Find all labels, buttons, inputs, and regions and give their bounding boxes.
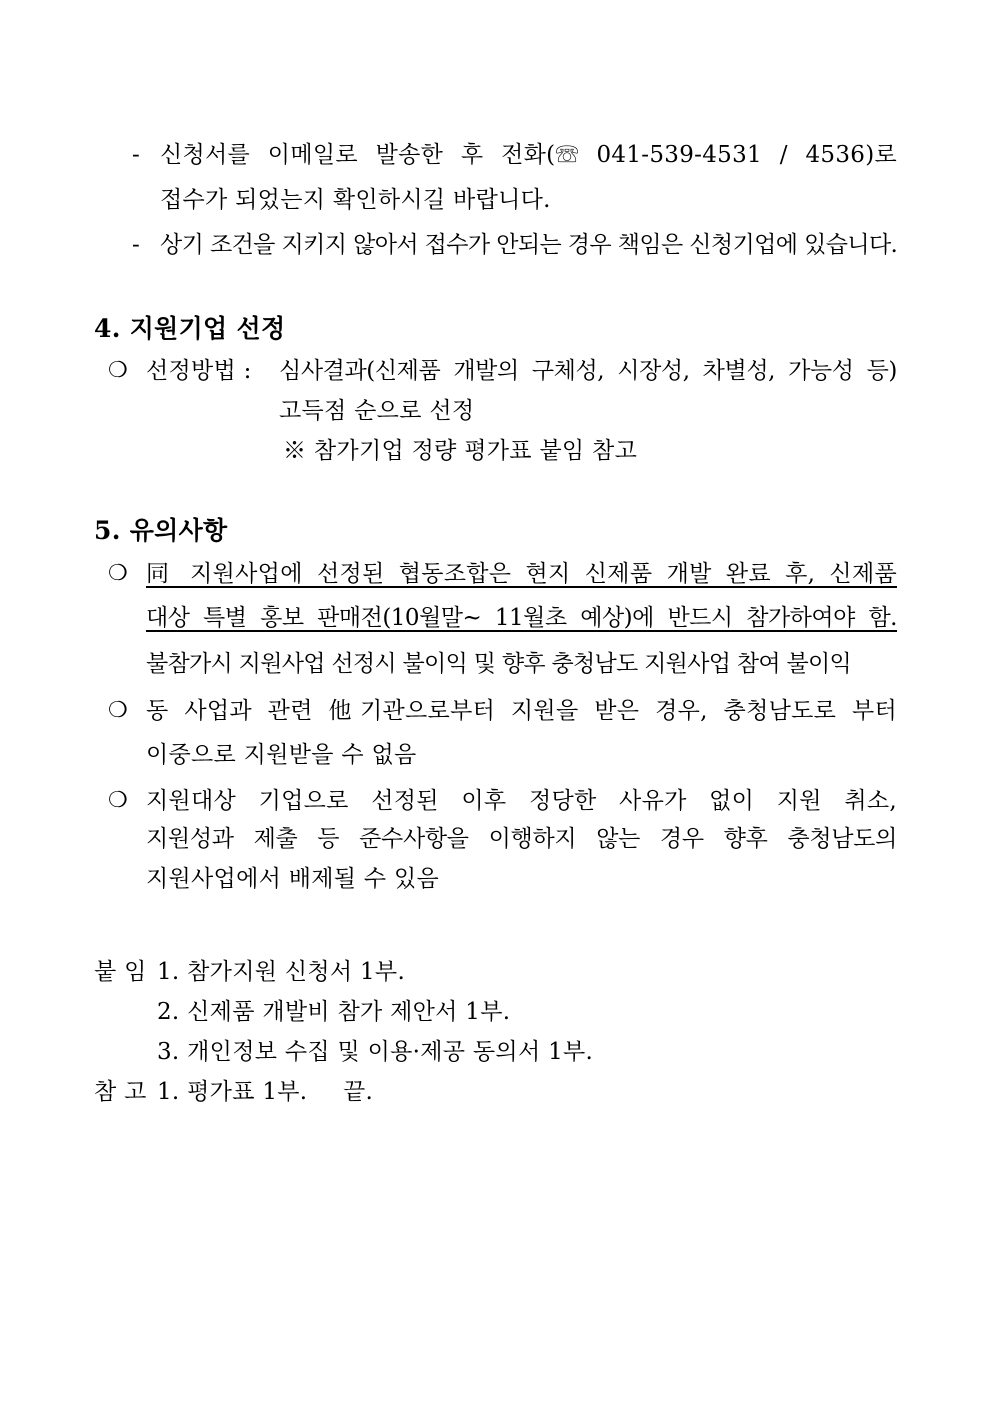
circle-bullet-icon: ❍ (108, 561, 128, 586)
attachment-item-1: 1. 참가지원 신청서 1부. (157, 959, 406, 985)
notice-1-text-2: 대상 특별 홍보 판매전(10월말~ 11월초 예상)에 반드시 참가하여야 함. (146, 605, 897, 631)
circle-bullet-icon: ❍ (108, 788, 128, 813)
notice-1-line-2 (146, 603, 897, 633)
dash-marker: - (132, 142, 140, 168)
selection-method-label: 선정방법 : (146, 358, 252, 384)
references-label: 참 고 (94, 1079, 147, 1105)
selection-method-line-1 (279, 356, 897, 386)
intro-text-1: 신청서를 이메일로 발송한 후 전화(☏ 041-539-4531 / 4536)로 (160, 142, 897, 168)
selection-note: ※ 참가기업 정량 평가표 붙임 참고 (283, 438, 638, 464)
notice-3-line-2 (146, 824, 897, 854)
attachment-item-2: 2. 신제품 개발비 참가 제안서 1부. (157, 999, 511, 1025)
notice-3-line-1 (146, 786, 897, 816)
dash-marker: - (132, 232, 140, 258)
intro-line-3: 상기 조건을 지키지 않아서 접수가 안되는 경우 책임은 신청기업에 있습니다. (160, 232, 898, 258)
attachments-label: 붙 임 (94, 959, 147, 985)
notice-3-text-1: 지원대상 기업으로 선정된 이후 정당한 사유가 없이 지원 취소, (146, 788, 897, 814)
circle-bullet-icon: ❍ (108, 358, 128, 383)
notice-1-text-1: 同 지원사업에 선정된 협동조합은 현지 신제품 개발 완료 후, 신제품 (146, 561, 897, 587)
notice-1-line-3: 불참가시 지원사업 선정시 불이익 및 향후 충청남도 지원사업 참여 불이익 (146, 651, 852, 677)
document-end-mark: 끝. (343, 1079, 374, 1105)
intro-line-1 (160, 140, 897, 170)
reference-item-1: 1. 평가표 1부. (157, 1079, 308, 1105)
notice-2-line-2: 이중으로 지원받을 수 없음 (146, 742, 417, 768)
notice-2-text-1: 동 사업과 관련 他기관으로부터 지원을 받은 경우, 충청남도로 부터 (146, 698, 897, 724)
selection-method-text-1: 심사결과(신제품 개발의 구체성, 시장성, 차별성, 가능성 등) (279, 358, 897, 384)
section-5-heading: 5. 유의사항 (94, 516, 228, 545)
selection-method-line-2: 고득점 순으로 선정 (279, 398, 475, 424)
notice-1-line-1 (146, 559, 897, 589)
attachment-item-3: 3. 개인정보 수집 및 이용·제공 동의서 1부. (157, 1039, 594, 1065)
section-4-heading: 4. 지원기업 선정 (94, 314, 286, 343)
notice-3-line-3: 지원사업에서 배제될 수 있음 (146, 866, 440, 892)
circle-bullet-icon: ❍ (108, 698, 128, 723)
intro-line-2: 접수가 되었는지 확인하시길 바랍니다. (160, 187, 551, 213)
notice-2-line-1 (146, 696, 897, 726)
notice-3-text-2: 지원성과 제출 등 준수사항을 이행하지 않는 경우 향후 충청남도의 (146, 826, 897, 852)
